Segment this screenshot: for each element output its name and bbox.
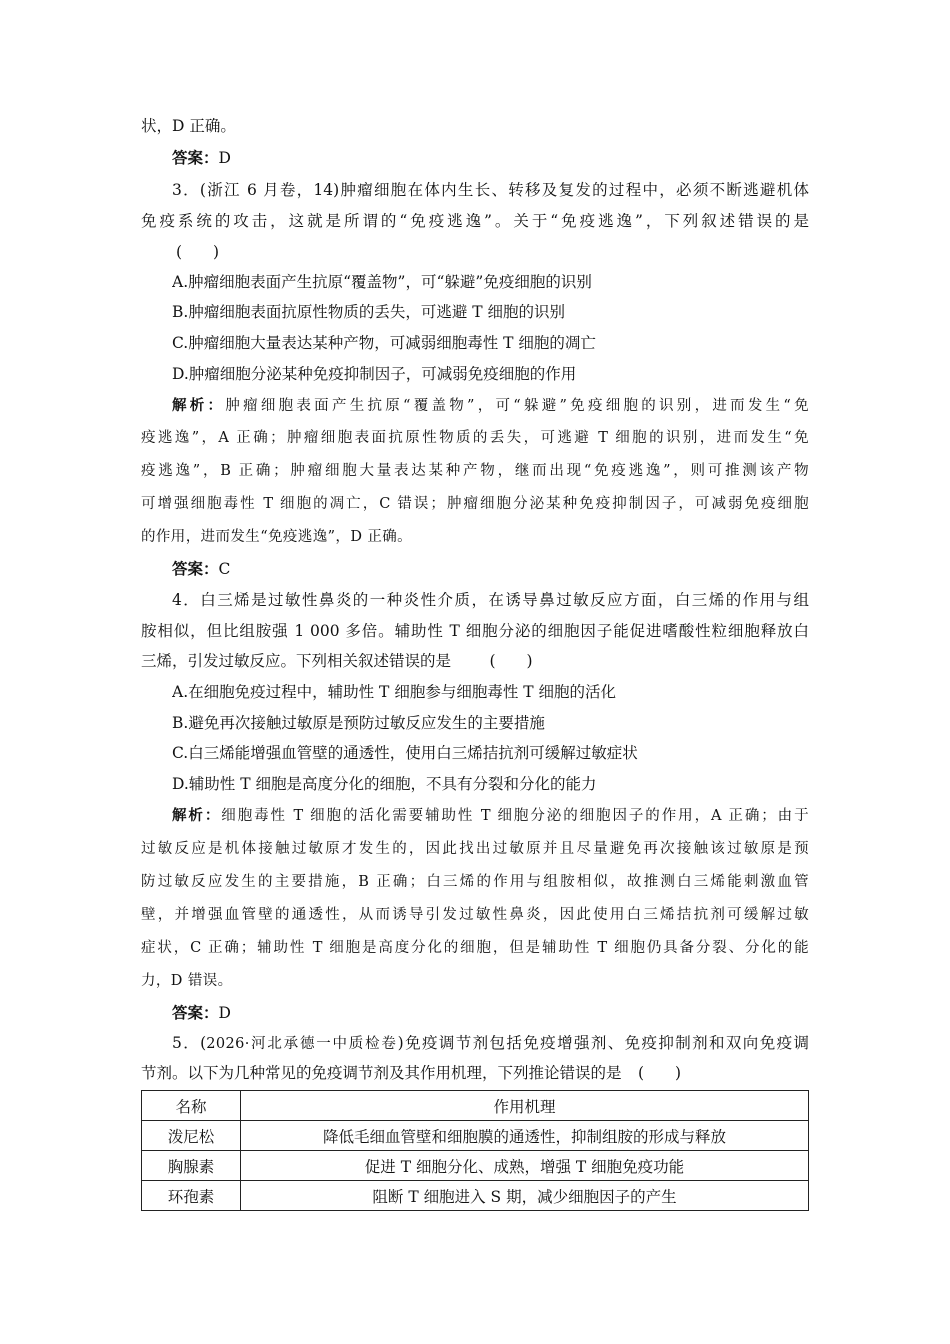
line-text: 三烯，引发过敏反应。下列相关叙述错误的是 (141, 652, 452, 670)
explanation-text: 疫逃逸”，A 正确；肿瘤细胞表面抗原性物质的丢失，可逃避 T 细胞的识别，进而发生“免 (141, 430, 809, 446)
question-source: 2026·河北承德一中质检卷 (206, 1036, 398, 1052)
explanation-line (141, 428, 809, 448)
table-cell: 降低毛细血管壁和细胞膜的通透性，抑制组胺的形成与释放 (241, 1121, 809, 1151)
line-text: 5．( (172, 1034, 207, 1052)
explanation-line (141, 971, 809, 991)
explanation-text: 症状，C 正确；辅助性 T 细胞是高度分化的细胞，但是辅助性 T 细胞仍具备分裂、分化的能 (141, 940, 809, 956)
option-b (172, 302, 809, 322)
table-cell: 环孢素 (142, 1181, 241, 1211)
option-a (172, 682, 809, 702)
explanation-text: 过敏反应是机体接触过敏原才发生的，因此找出过敏原并且尽量避免再次接触该过敏原是预 (141, 841, 809, 857)
option-c (172, 333, 809, 353)
explanation-text: 肿瘤细胞表面产生抗原“覆盖物”，可“躲避”免疫细胞的识别，进而发生“免 (225, 398, 809, 414)
answer-line (172, 559, 809, 579)
question-4-line (172, 590, 809, 610)
question-4-line (141, 621, 809, 641)
text-line (141, 116, 809, 136)
answer-value: D (218, 149, 231, 167)
question-5-line (141, 1063, 809, 1083)
table-cell: 胸腺素 (142, 1151, 241, 1181)
immune-regulator-table (141, 1090, 809, 1211)
explanation-text: 防过敏反应发生的主要措施，B 正确；白三烯的作用与组胺相似，故推测白三烯能刺激血管 (141, 874, 809, 890)
explanation-line (141, 938, 809, 958)
line-text: 状，D 正确。 (141, 117, 236, 135)
line-text: )免疫调节剂包括免疫增强剂、免疫抑制剂和双向免疫调 (397, 1034, 809, 1052)
line-text: 免疫系统的攻击，这就是所谓的“免疫逃逸”。关于“免疫逃逸”，下列叙述错误的是 (141, 212, 809, 230)
question-5-line (172, 1033, 809, 1054)
line-text: 节剂。以下为几种常见的免疫调节剂及其作用机理，下列推论错误的是 (141, 1064, 622, 1082)
explanation-label: 解析： (172, 807, 222, 824)
option-text: C.白三烯能增强血管壁的通透性，使用白三烯拮抗剂可缓解过敏症状 (172, 744, 638, 762)
option-text: C.肿瘤细胞大量表达某种产物，可减弱细胞毒性 T 细胞的凋亡 (172, 334, 596, 352)
option-a (172, 272, 809, 292)
explanation-line (141, 494, 809, 514)
explanation-line (141, 905, 809, 925)
answer-label: 答案： (172, 559, 219, 578)
table-header-row (142, 1091, 809, 1121)
line-text: 4．白三烯是过敏性鼻炎的一种炎性介质，在诱导鼻过敏反应方面，白三烯的作用与组 (172, 591, 809, 609)
question-3-line (141, 211, 809, 231)
explanation-line (141, 461, 809, 481)
line-text: 胺相似，但比组胺强 1 000 多倍。辅助性 T 细胞分泌的细胞因子能促进嗜酸性粒细胞释放白 (141, 622, 809, 640)
table-row (142, 1121, 809, 1151)
question-3-paren (176, 242, 844, 262)
option-d (172, 774, 809, 794)
table-row (142, 1181, 809, 1211)
explanation-text: 疫逃逸”，B 正确；肿瘤细胞大量表达某种产物，继而出现“免疫逃逸”，则可推测该产物 (141, 463, 809, 479)
answer-blank: ( ) (176, 243, 220, 261)
answer-value: C (218, 560, 231, 578)
option-d (172, 364, 809, 384)
explanation-text: 的作用，进而发生“免疫逃逸”，D 正确。 (141, 529, 413, 545)
option-c (172, 743, 809, 763)
table-row (142, 1151, 809, 1181)
option-text: D.肿瘤细胞分泌某种免疫抑制因子，可减弱免疫细胞的作用 (172, 365, 577, 383)
explanation-text: 力，D 错误。 (141, 973, 233, 989)
explanation-line (172, 806, 809, 826)
option-b (172, 713, 809, 733)
explanation-line (172, 396, 809, 416)
table-cell: 阻断 T 细胞进入 S 期，减少细胞因子的产生 (241, 1181, 809, 1211)
answer-blank: ( ) (637, 1064, 682, 1082)
question-4-line (141, 651, 809, 671)
table-header-cell: 名称 (142, 1091, 241, 1121)
table-header-cell: 作用机理 (241, 1091, 809, 1121)
explanation-text: 壁，并增强血管壁的通透性，从而诱导引发过敏性鼻炎，因此使用白三烯拮抗剂可缓解过敏 (141, 907, 809, 923)
explanation-text: 可增强细胞毒性 T 细胞的凋亡，C 错误；肿瘤细胞分泌某种免疫抑制因子，可减弱免疫细胞 (141, 496, 809, 512)
explanation-line (141, 527, 809, 547)
question-3-line (172, 180, 809, 200)
answer-value: D (218, 1004, 231, 1022)
line-text: 3．(浙江 6 月卷，14)肿瘤细胞在体内生长、转移及复发的过程中，必须不断逃避机体 (172, 181, 809, 199)
answer-line (172, 148, 809, 168)
explanation-line (141, 839, 809, 859)
option-text: A.在细胞免疫过程中，辅助性 T 细胞参与细胞毒性 T 细胞的活化 (172, 683, 617, 701)
explanation-label: 解析： (172, 397, 226, 414)
table-cell: 促进 T 细胞分化、成熟，增强 T 细胞免疫功能 (241, 1151, 809, 1181)
option-text: D.辅助性 T 细胞是高度分化的细胞，不具有分裂和分化的能力 (172, 775, 597, 793)
option-text: B.肿瘤细胞表面抗原性物质的丢失，可逃避 T 细胞的识别 (172, 303, 566, 321)
option-text: B.避免再次接触过敏原是预防过敏反应发生的主要措施 (172, 714, 545, 732)
answer-label: 答案： (172, 1003, 219, 1022)
answer-line (172, 1003, 809, 1023)
option-text: A.肿瘤细胞表面产生抗原“覆盖物”，可“躲避”免疫细胞的识别 (172, 273, 592, 291)
table-cell: 泼尼松 (142, 1121, 241, 1151)
explanation-text: 细胞毒性 T 细胞的活化需要辅助性 T 细胞分泌的细胞因子的作用，A 正确；由于 (221, 808, 809, 824)
answer-blank: ( ) (489, 652, 533, 670)
answer-label: 答案： (172, 148, 219, 167)
explanation-line (141, 872, 809, 892)
